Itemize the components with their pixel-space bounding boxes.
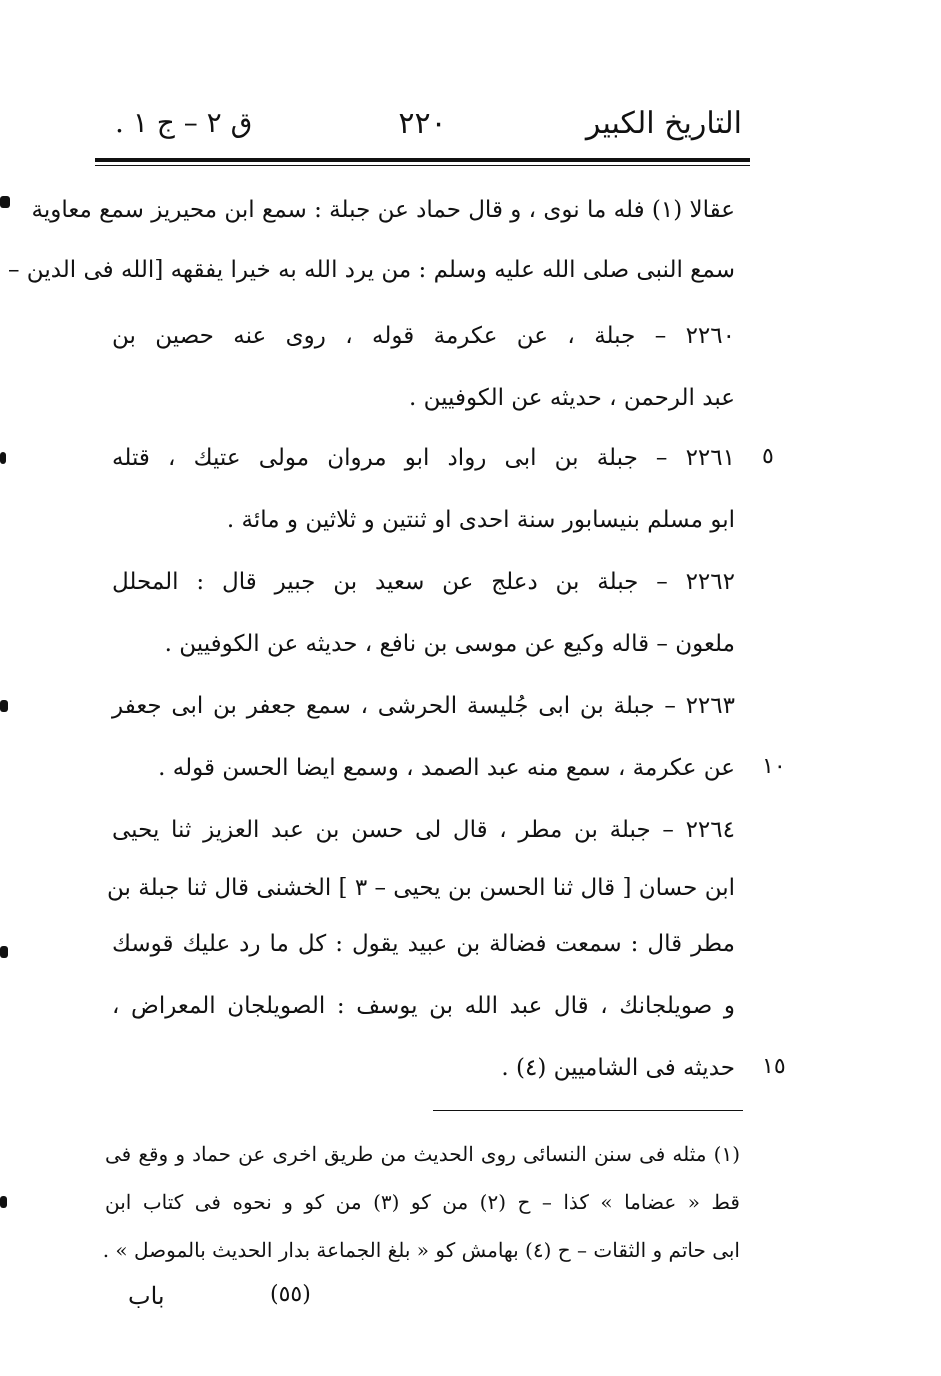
text-line: حديثه فى الشاميين (٤) .	[501, 1055, 735, 1081]
line-number-15: ١٥	[762, 1054, 786, 1079]
footnote-line: ابى حاتم و الثقات – ح (٤) بهامش كو « بلغ الجماعة بدار الحديث بالموصل » .	[102, 1238, 740, 1262]
catchword: باب	[128, 1282, 165, 1310]
page-number: ٢٢٠	[398, 106, 447, 141]
margin-mark	[0, 196, 10, 208]
text-line: ملعون – قاله وكيع عن موسى بن نافع ، حديثه عن الكوفيين .	[164, 631, 735, 657]
text-line: ٢٢٦٠ – جبلة ، عن عكرمة قوله ، روى عنه حصين بن	[112, 323, 735, 349]
text-line: ٢٢٦٢ – جبلة بن دعلج عن سعيد بن جبير قال : المحلل	[112, 569, 735, 595]
text-line: ابن حسان [ قال ثنا الحسن بن يحيى – ٣ ] الخشنى قال ثنا جبلة بن	[107, 875, 735, 901]
line-number-10: ١٠	[762, 754, 786, 779]
volume-signature: ق ٢ – ج ١ .	[115, 106, 253, 139]
margin-mark	[0, 1196, 7, 1208]
margin-mark	[0, 452, 6, 464]
text-line: ٢٢٦٤ – جبلة بن مطر ، قال لى حسن بن عبد العزيز ثنا يحيى	[112, 817, 735, 843]
book-title: التاريخ الكبير	[585, 106, 742, 141]
line-number-5: ٥	[762, 444, 774, 469]
text-line: مطر قال : سمعت فضالة بن عبيد يقول : كل ما رد عليك قوسك	[112, 931, 735, 957]
text-line: و صويلجانك ، قال عبد الله بن يوسف : الصويلجان المعراض ،	[112, 993, 735, 1019]
text-line: سمع النبى صلى الله عليه وسلم : من يرد الله به خيرا يفقهه [الله فى الدين –	[7, 257, 735, 283]
footnote-line: قط « عضاما » كذا – ح (٢) من كو (٣) من كو و نحوه فى كتاب ابن	[105, 1190, 740, 1214]
text-line: عبد الرحمن ، حديثه عن الكوفيين .	[408, 385, 735, 411]
text-line: ٢٢٦١ – جبلة بن ابى رواد ابو مروان مولى عتيك ، قتله	[112, 445, 735, 471]
footnote-line: (١) مثله فى سنن النسائى روى الحديث من طريق اخرى عن حماد و وقع فى	[105, 1142, 740, 1166]
footnote-rule	[433, 1110, 743, 1111]
header-rule-thin	[95, 165, 750, 166]
text-line: ٢٢٦٣ – جبلة بن ابى جُليسة الحرشى ، سمع جعفر بن ابى جعفر	[112, 693, 735, 719]
margin-mark	[0, 946, 8, 958]
text-line: ابو مسلم بنيسابور سنة احدى او ثنتين و ثلاثين و مائة .	[226, 507, 735, 533]
text-line: عن عكرمة ، سمع منه عبد الصمد ، وسمع ايضا الحسن قوله .	[158, 755, 735, 781]
text-line: عقالا (١) فله ما نوى ، و قال حماد عن جبلة : سمع ابن محيريز سمع معاوية	[31, 197, 735, 223]
margin-mark	[0, 700, 8, 712]
page-header	[95, 100, 750, 156]
signature-mark: (٥٥)	[270, 1282, 311, 1307]
header-rule	[95, 158, 750, 162]
